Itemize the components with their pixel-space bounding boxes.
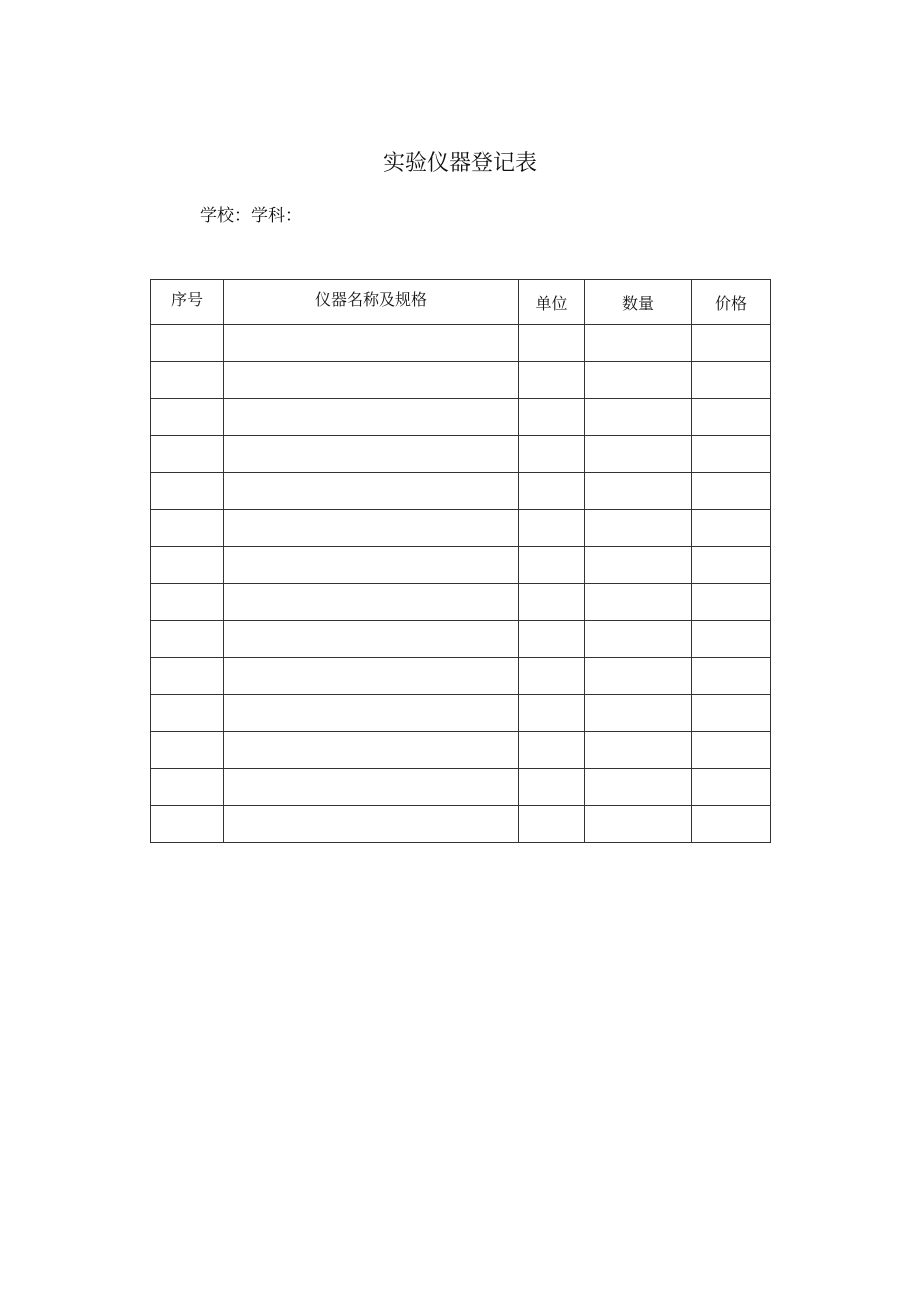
serial-number-cell [151,325,224,362]
price-cell [692,695,771,732]
quantity-cell [585,769,692,806]
header-instrument-name-spec: 仪器名称及规格 [224,280,519,325]
table-body [151,325,771,843]
unit-cell [519,732,585,769]
price-cell [692,621,771,658]
unit-cell [519,621,585,658]
table-row [151,658,771,695]
price-cell [692,806,771,843]
table-row [151,732,771,769]
unit-cell [519,510,585,547]
quantity-cell [585,362,692,399]
serial-number-cell [151,732,224,769]
price-cell [692,584,771,621]
price-cell [692,510,771,547]
instrument-name-cell [224,806,519,843]
quantity-cell [585,621,692,658]
unit-cell [519,473,585,510]
quantity-cell [585,436,692,473]
serial-number-cell [151,436,224,473]
table-row [151,769,771,806]
unit-cell [519,399,585,436]
instrument-name-cell [224,658,519,695]
serial-number-cell [151,510,224,547]
quantity-cell [585,325,692,362]
unit-cell [519,325,585,362]
quantity-cell [585,547,692,584]
serial-number-cell [151,621,224,658]
unit-cell [519,362,585,399]
table-row [151,621,771,658]
instrument-name-cell [224,695,519,732]
table-row [151,695,771,732]
quantity-cell [585,658,692,695]
table-row [151,547,771,584]
unit-cell [519,436,585,473]
table-row [151,473,771,510]
unit-cell [519,658,585,695]
price-cell [692,362,771,399]
quantity-cell [585,510,692,547]
quantity-cell [585,732,692,769]
price-cell [692,547,771,584]
instrument-name-cell [224,325,519,362]
price-cell [692,732,771,769]
instrument-name-cell [224,547,519,584]
instrument-name-cell [224,362,519,399]
table-row [151,399,771,436]
table-row [151,325,771,362]
table-row [151,436,771,473]
instrument-name-cell [224,584,519,621]
header-unit: 单位 [519,280,585,325]
unit-cell [519,769,585,806]
serial-number-cell [151,769,224,806]
instrument-name-cell [224,399,519,436]
table-header-row [151,280,771,325]
serial-number-cell [151,658,224,695]
quantity-cell [585,584,692,621]
price-cell [692,473,771,510]
unit-cell [519,806,585,843]
serial-number-cell [151,547,224,584]
price-cell [692,436,771,473]
serial-number-cell [151,473,224,510]
serial-number-cell [151,399,224,436]
page-title: 实验仪器登记表 [382,151,537,176]
instrument-name-cell [224,473,519,510]
header-quantity: 数量 [585,280,692,325]
serial-number-cell [151,584,224,621]
table-row [151,362,771,399]
instrument-name-cell [224,510,519,547]
unit-cell [519,695,585,732]
price-cell [692,399,771,436]
price-cell [692,658,771,695]
price-cell [692,325,771,362]
header-price: 价格 [692,280,771,325]
quantity-cell [585,806,692,843]
quantity-cell [585,695,692,732]
quantity-cell [585,399,692,436]
price-cell [692,769,771,806]
table-row [151,806,771,843]
header-serial-number: 序号 [151,280,224,325]
table-row [151,584,771,621]
instrument-name-cell [224,621,519,658]
instrument-name-cell [224,732,519,769]
unit-cell [519,547,585,584]
unit-cell [519,584,585,621]
serial-number-cell [151,806,224,843]
table-row [151,510,771,547]
instrument-register-table [150,279,771,843]
instrument-name-cell [224,769,519,806]
serial-number-cell [151,695,224,732]
school-subject-line: 学校：学科： [200,206,302,226]
quantity-cell [585,473,692,510]
serial-number-cell [151,362,224,399]
instrument-name-cell [224,436,519,473]
